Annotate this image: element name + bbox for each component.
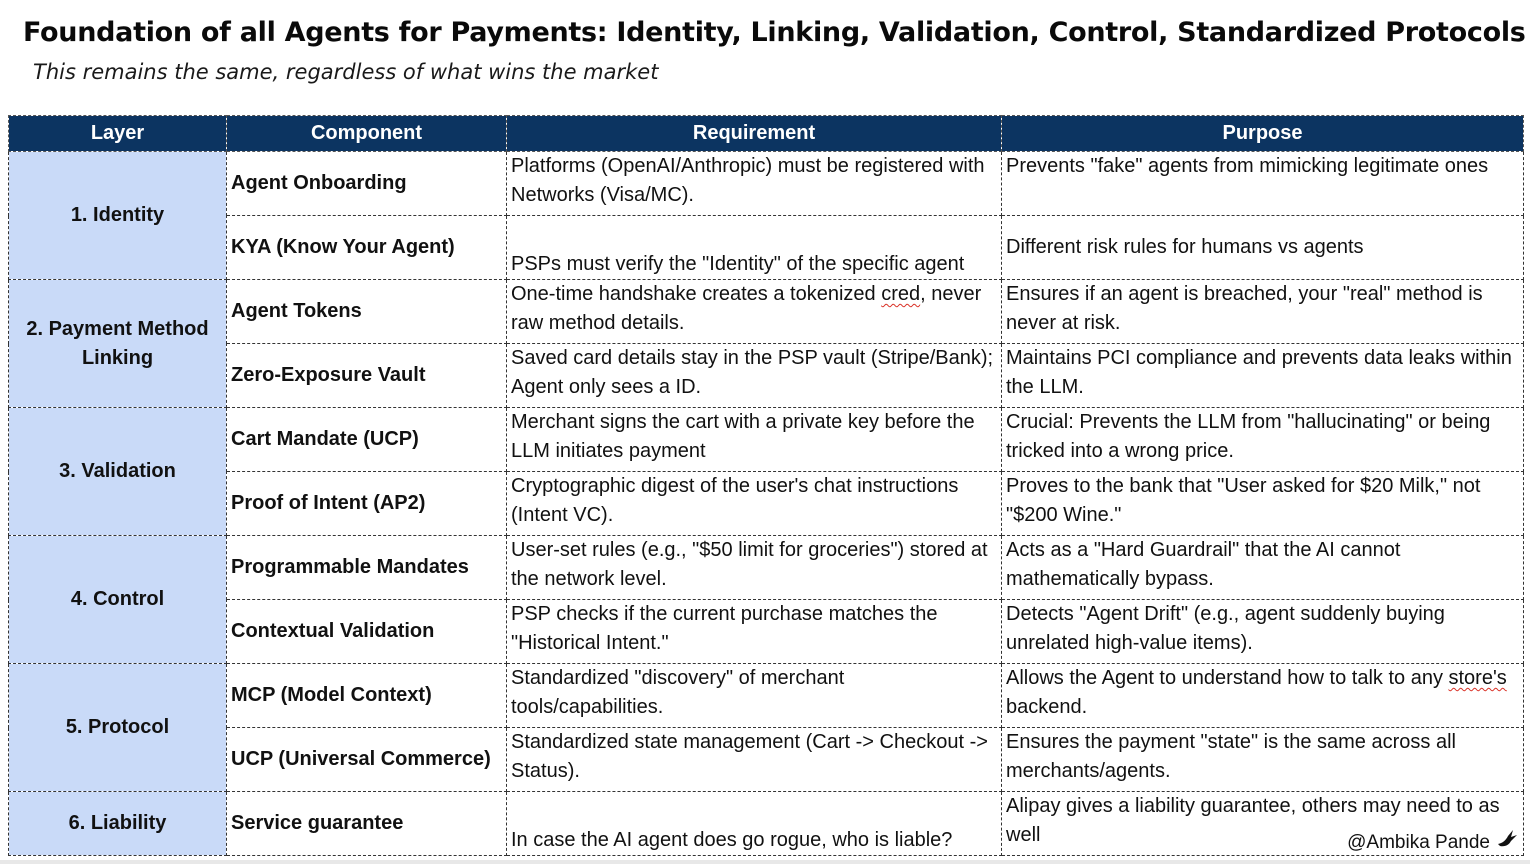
purpose-cell: Different risk rules for humans vs agents <box>1002 216 1524 280</box>
requirement-text: One-time handshake creates a tokenized <box>511 283 882 305</box>
requirement-cell: Cryptographic digest of the user's chat instructions (Intent VC). <box>507 472 1002 536</box>
purpose-cell: Maintains PCI compliance and prevents data leaks within the LLM. <box>1002 344 1524 408</box>
table-row <box>9 536 1524 600</box>
table-row <box>9 600 1524 664</box>
table-row <box>9 152 1524 216</box>
requirement-cell: PSP checks if the current purchase matches the "Historical Intent." <box>507 600 1002 664</box>
layer-cell-control: 4. Control <box>9 536 227 664</box>
column-header-component: Component <box>227 116 507 152</box>
table-row <box>9 728 1524 792</box>
purpose-cell: Alipay gives a liability guarantee, others may need to as well <box>1002 792 1524 856</box>
purpose-cell: Ensures if an agent is breached, your "real" method is never at risk. <box>1002 280 1524 344</box>
column-header-layer: Layer <box>9 116 227 152</box>
component-cell: Agent Tokens <box>227 280 507 344</box>
component-cell: Service guarantee <box>227 792 507 856</box>
requirement-cell: PSPs must verify the "Identity" of the specific agent <box>507 216 1002 280</box>
page-subtitle: This remains the same, regardless of what wins the market <box>33 60 659 84</box>
purpose-text: Allows the Agent to understand how to talk to any <box>1006 667 1449 689</box>
layer-cell-validation: 3. Validation <box>9 408 227 536</box>
table-row <box>9 216 1524 280</box>
component-cell: Contextual Validation <box>227 600 507 664</box>
layer-cell-payment-method-linking: 2. Payment Method Linking <box>9 280 227 408</box>
requirement-cell: Standardized state management (Cart -> Checkout -> Status). <box>507 728 1002 792</box>
table-row <box>9 344 1524 408</box>
purpose-text: backend. <box>1006 696 1088 718</box>
requirement-cell: User-set rules (e.g., "$50 limit for groceries") stored at the network level. <box>507 536 1002 600</box>
requirement-text: , never raw method details. <box>511 283 982 334</box>
requirement-cell <box>507 280 1002 344</box>
layer-cell-identity: 1. Identity <box>9 152 227 280</box>
purpose-cell: Prevents "fake" agents from mimicking legitimate ones <box>1002 152 1524 216</box>
bird-icon-graphic <box>1496 828 1518 850</box>
table-row <box>9 472 1524 536</box>
requirement-cell: In case the AI agent does go rogue, who is liable? <box>507 792 1002 856</box>
purpose-cell: Detects "Agent Drift" (e.g., agent suddenly buying unrelated high-value items). <box>1002 600 1524 664</box>
bottom-divider <box>0 860 1530 864</box>
purpose-cell: Crucial: Prevents the LLM from "hallucinating" or being tricked into a wrong price. <box>1002 408 1524 472</box>
purpose-cell: Ensures the payment "state" is the same across all merchants/agents. <box>1002 728 1524 792</box>
table-row <box>9 664 1524 728</box>
component-cell: Agent Onboarding <box>227 152 507 216</box>
bird-icon <box>1496 828 1518 856</box>
component-cell: Cart Mandate (UCP) <box>227 408 507 472</box>
requirement-cell: Standardized "discovery" of merchant tools/capabilities. <box>507 664 1002 728</box>
column-header-requirement: Requirement <box>507 116 1002 152</box>
foundation-table <box>8 115 1524 856</box>
author-credit: @Ambika Pande <box>1347 832 1490 853</box>
table-header-row <box>9 116 1524 152</box>
requirement-cell: Saved card details stay in the PSP vault (Stripe/Bank); Agent only sees a ID. <box>507 344 1002 408</box>
layer-cell-protocol: 5. Protocol <box>9 664 227 792</box>
table-row <box>9 792 1524 856</box>
page-title: Foundation of all Agents for Payments: Identity, Linking, Validation, Control, Standardized Protocols <box>23 17 1526 48</box>
component-cell: UCP (Universal Commerce) <box>227 728 507 792</box>
requirement-cell: Merchant signs the cart with a private key before the LLM initiates payment <box>507 408 1002 472</box>
purpose-cell: Acts as a "Hard Guardrail" that the AI cannot mathematically bypass. <box>1002 536 1524 600</box>
spellcheck-flagged-word: store's <box>1448 667 1507 689</box>
table-row <box>9 408 1524 472</box>
table-row <box>9 280 1524 344</box>
purpose-cell: Proves to the bank that "User asked for $20 Milk," not "$200 Wine." <box>1002 472 1524 536</box>
spellcheck-flagged-word: cred <box>881 283 921 305</box>
component-cell: Programmable Mandates <box>227 536 507 600</box>
purpose-cell <box>1002 664 1524 728</box>
component-cell: Zero-Exposure Vault <box>227 344 507 408</box>
component-cell: Proof of Intent (AP2) <box>227 472 507 536</box>
requirement-cell: Platforms (OpenAI/Anthropic) must be registered with Networks (Visa/MC). <box>507 152 1002 216</box>
component-cell: KYA (Know Your Agent) <box>227 216 507 280</box>
column-header-purpose: Purpose <box>1002 116 1524 152</box>
layer-cell-liability: 6. Liability <box>9 792 227 856</box>
component-cell: MCP (Model Context) <box>227 664 507 728</box>
